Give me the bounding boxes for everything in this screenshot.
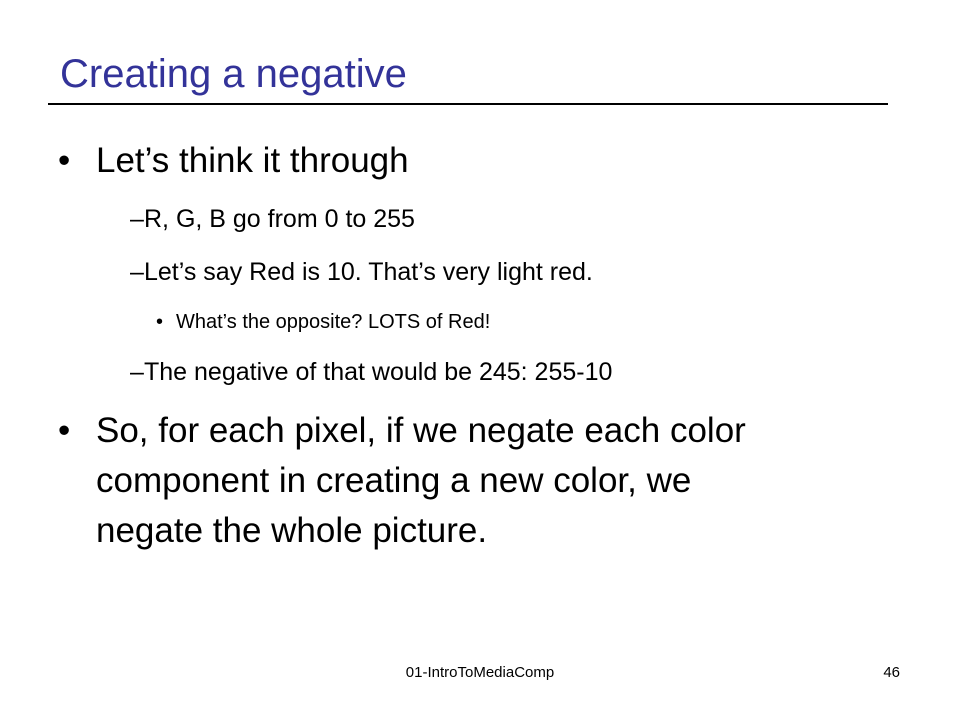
slide-title: Creating a negative [60,52,407,96]
bullet-marker: • [58,141,71,180]
sub-bullet-text: Let’s say Red is 10. That’s very light red. [144,258,593,286]
page-number: 46 [883,664,900,681]
dash-marker: – [130,258,144,286]
bullet-marker: • [58,411,71,450]
bullet-text: negate the whole picture. [96,511,488,550]
sub-sub-bullet-text: What’s the opposite? LOTS of Red! [176,311,491,333]
footer-title: 01-IntroToMediaComp [405,664,555,681]
bullet-text: component in creating a new color, we [96,461,692,500]
dash-marker: – [130,358,144,386]
bullet-marker: • [156,311,164,333]
bullet-text: Let’s think it through [96,141,409,180]
bullet-text: So, for each pixel, if we negate each color [96,411,746,450]
title-underline [48,103,888,105]
dash-marker: – [130,205,144,233]
sub-bullet-text: The negative of that would be 245: 255-10 [144,358,613,386]
sub-bullet-text: R, G, B go from 0 to 255 [144,205,415,233]
